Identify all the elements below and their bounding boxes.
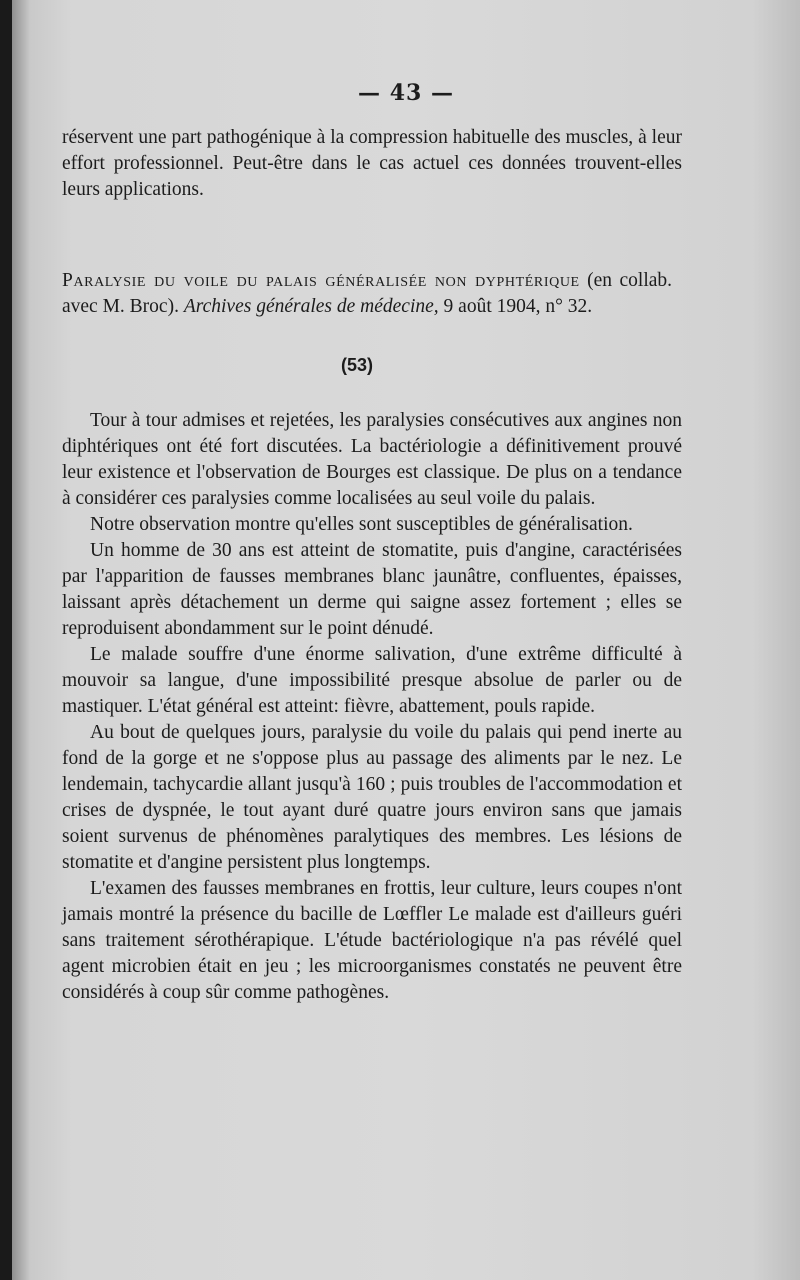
article-collab: (en collab. avec M. Broc). — [62, 270, 673, 317]
article-title: Paralysie du voile du palais généralisée non dyphtérique — [62, 270, 580, 291]
body-paragraph: Tour à tour admises et rejetées, les paralysies consécutives aux angines non diphtériques ont été fort discutées. La bactériologie a définitivement prouvé leur existence et l'observation de Bourges est classique. De plus on a tendance à considérer ces paralysies comme localisées au seul voile du palais. — [62, 410, 682, 509]
article-number: (53) — [340, 355, 373, 375]
intro-text: réservent une part pathogénique à la compression habituelle des muscles, à leur effort professionnel. Peut-être dans le cas actuel ces données trouvent-elles leurs applications. — [62, 127, 682, 200]
body-paragraph: Notre observation montre qu'elles sont susceptibles de généralisation. — [90, 514, 633, 535]
body-paragraph: Au bout de quelques jours, paralysie du voile du palais qui pend inerte au fond de la gorge et ne s'oppose plus au passage des aliments par le nez. Le lendemain, tachycardie allant jusqu'à 160 ; puis troubles de l'accommodation et crises de dyspnée, le tout ayant duré quatre jours environ sans que jamais soient survenus de phénomènes paralytiques des membres. Les lésions de stomatite et d'angine persistent plus longtemps. — [62, 722, 682, 873]
article-date: 9 août 1904, n° 32. — [443, 296, 593, 317]
intro-paragraph — [62, 125, 682, 203]
body-paragraph: L'examen des fausses membranes en frottis, leur culture, leurs coupes n'ont jamais montré la présence du bacille de Lœffler Le malade est d'ailleurs guéri sans traitement sérothérapique. L'étude bactériologique n'a pas révélé quel agent microbien était en jeu ; les microorganismes constatés ne peuvent être considérés à coup sûr comme pathogènes. — [62, 878, 682, 1003]
article-heading — [62, 268, 672, 320]
article-body — [62, 408, 682, 1006]
book-page — [12, 0, 800, 1280]
page-number: — 43 — — [358, 80, 454, 106]
article-journal: Archives générales de médecine, — [183, 296, 439, 317]
body-paragraph: Un homme de 30 ans est atteint de stomatite, puis d'angine, caractérisées par l'apparition de fausses membranes blanc jaunâtre, confluentes, épaisses, laissant après détachement un derme qui saigne assez fortement ; elles se reproduisent abondamment sur le point dénudé. — [62, 540, 682, 639]
body-paragraph: Le malade souffre d'une énorme salivation, d'une extrême difficulté à mouvoir sa langue, d'une impossibilité presque absolue de parler ou de mastiquer. L'état général est atteint: fièvre, abattement, pouls rapide. — [62, 644, 682, 717]
